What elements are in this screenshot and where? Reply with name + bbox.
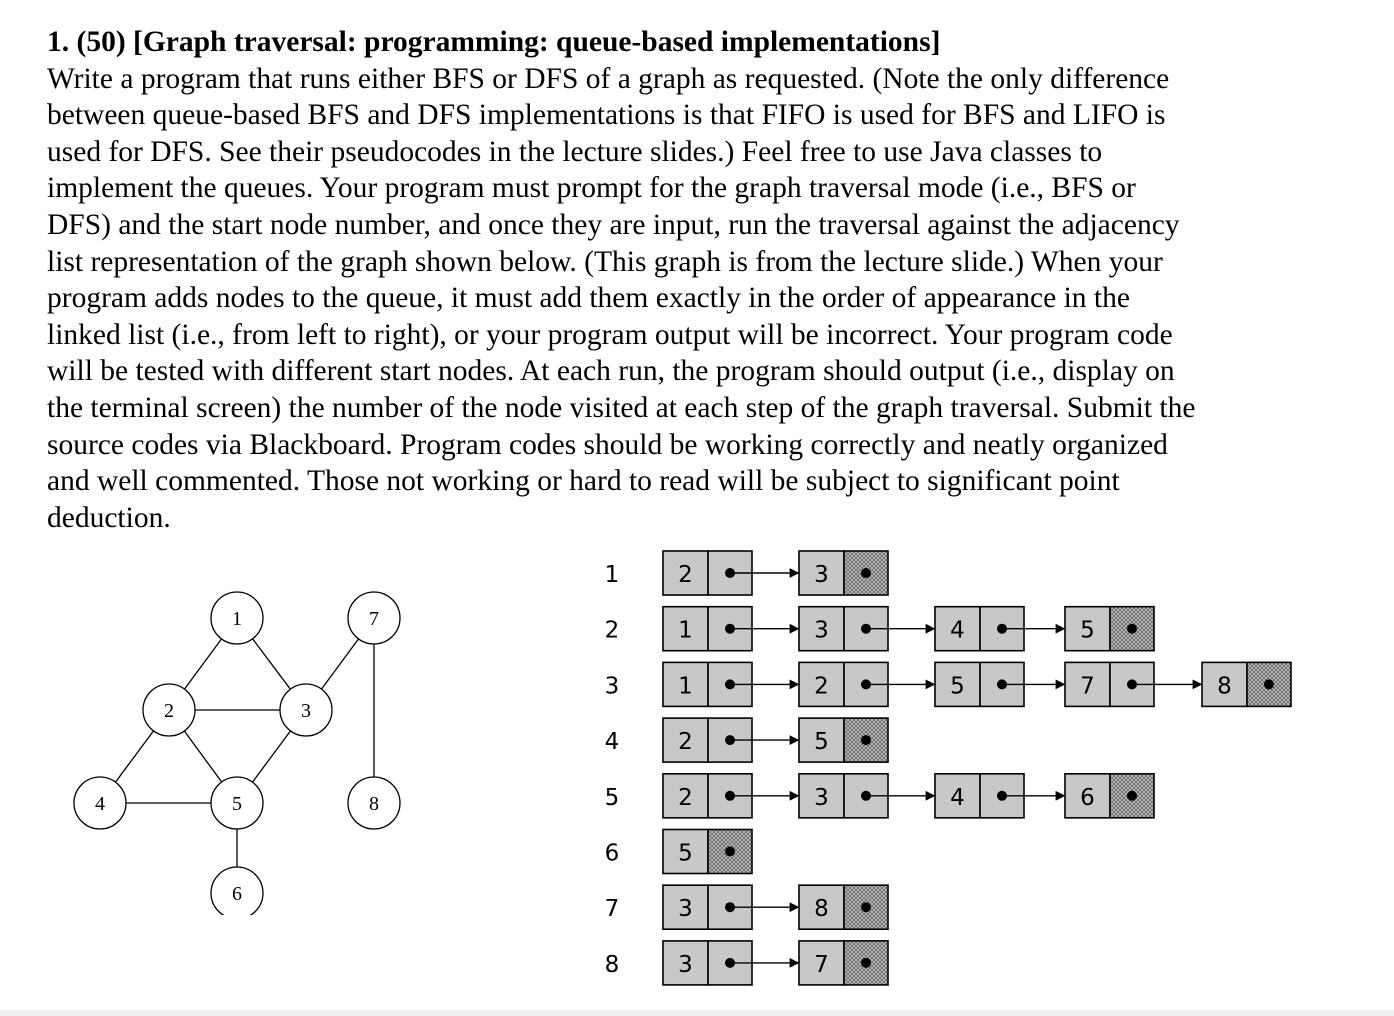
adjacency-list-node [663, 718, 798, 762]
graph-node-label: 4 [95, 793, 105, 815]
pointer-dot [861, 735, 871, 745]
neighbor-value: 8 [1217, 673, 1232, 700]
adjacency-row-header: 6 [604, 840, 620, 867]
adjacency-row-header: 8 [604, 951, 620, 978]
graph-edge-2-4 [115, 731, 153, 782]
graph-edge-1-3 [253, 639, 291, 689]
pointer-dot [1127, 624, 1137, 634]
graph-node-label: 8 [369, 793, 379, 815]
adjacency-list-node [663, 551, 798, 595]
adjacency-list-node [935, 607, 1064, 651]
graph-node-8 [348, 777, 400, 829]
graph-node-4 [74, 777, 126, 829]
problem-line: Write a program that runs either BFS or DFS of a graph as requested. (Note the only difference [47, 62, 1170, 95]
graph-node-1 [211, 592, 263, 644]
neighbor-value: 2 [814, 673, 829, 700]
problem-line: implement the queues. Your program must prompt for the graph traversal mode (i.e., BFS or [47, 172, 1136, 205]
neighbor-value: 3 [814, 617, 829, 644]
problem-title: 1. (50) [Graph traversal: programming: queue-based implementations] [47, 26, 941, 58]
neighbor-value: 5 [814, 729, 829, 756]
problem-line: and well commented. Those not working or hard to read will be subject to significant point [47, 465, 1120, 498]
adjacency-row-3 [605, 662, 1291, 706]
problem-line: DFS) and the start node number, and once they are input, run the traversal against the adjacency [47, 208, 1180, 241]
adjacency-list-node [663, 941, 798, 985]
pointer-dot [861, 958, 871, 968]
neighbor-value: 5 [678, 840, 693, 867]
adjacency-row-2 [605, 607, 1154, 651]
adjacency-row-header: 2 [604, 617, 620, 644]
problem-line: the terminal screen) the number of the node visited at each step of the graph traversal. Submit the [47, 391, 1196, 424]
graph-node-6 [211, 867, 263, 915]
adjacency-list-node [1202, 662, 1291, 706]
problem-line: program adds nodes to the queue, it must add them exactly in the order of appearance in the [47, 282, 1130, 315]
graph-node-label: 3 [301, 700, 311, 722]
pointer-dot [861, 902, 871, 912]
graph-node-label: 5 [232, 793, 242, 815]
neighbor-value: 5 [1080, 617, 1095, 644]
graph-node-2 [143, 684, 195, 736]
adjacency-list-node [799, 941, 888, 985]
neighbor-value: 3 [678, 896, 693, 923]
neighbor-value: 2 [678, 562, 693, 588]
pointer-dot [725, 847, 735, 857]
pointer-dot [1127, 791, 1137, 801]
adjacency-list-node [1065, 662, 1201, 706]
problem-line: linked list (i.e., from left to right), or your program output will be incorrect. Your program code [47, 318, 1173, 351]
adjacency-list-node [935, 774, 1064, 818]
neighbor-value: 7 [1080, 673, 1095, 700]
graph-node-label: 6 [232, 883, 242, 905]
neighbor-value: 1 [678, 617, 693, 644]
adjacency-row-6 [605, 830, 752, 874]
problem-line: used for DFS. See their pseudocodes in the lecture slides.) Feel free to use Java classes to [47, 135, 1103, 168]
graph-node-label: 1 [232, 608, 242, 630]
problem-line: source codes via Blackboard. Program codes should be working correctly and neatly organized [47, 428, 1168, 461]
graph-node-3 [280, 684, 332, 736]
neighbor-value: 3 [814, 562, 829, 588]
neighbor-value: 6 [1080, 784, 1095, 811]
neighbor-value: 4 [950, 617, 965, 644]
adjacency-list-node [799, 885, 888, 929]
neighbor-value: 2 [678, 784, 693, 811]
adjacency-list-node [663, 607, 798, 651]
problem-line: list representation of the graph shown below. (This graph is from the lecture slide.) When your [47, 245, 1163, 278]
neighbor-value: 8 [814, 896, 829, 923]
problem-line: between queue-based BFS and DFS implementations is that FIFO is used for BFS and LIFO is [47, 99, 1166, 132]
adjacency-row-header: 3 [604, 673, 620, 700]
adjacency-list-node [799, 607, 934, 651]
pointer-dot [1264, 679, 1274, 689]
adjacency-list-node [799, 662, 934, 706]
neighbor-value: 5 [950, 673, 965, 700]
adjacency-list-node [663, 885, 798, 929]
graph-node-5 [211, 777, 263, 829]
graph-edge-3-7 [321, 639, 358, 689]
graph-edge-1-2 [184, 639, 221, 689]
problem-text [47, 24, 1367, 536]
adjacency-list-node [935, 662, 1064, 706]
neighbor-value: 2 [678, 729, 693, 756]
adjacency-list-node [799, 774, 934, 818]
adjacency-row-header: 4 [604, 729, 620, 756]
adjacency-list-node [663, 662, 798, 706]
adjacency-row-header: 1 [604, 562, 620, 588]
problem-line: deduction. [47, 501, 171, 534]
page-bottom-edge [0, 1010, 1394, 1016]
adjacency-row-header: 7 [604, 896, 620, 923]
adjacency-list-node [663, 774, 798, 818]
adjacency-list-figure [590, 548, 1310, 998]
adjacency-row-8 [605, 941, 888, 985]
adjacency-row-header: 5 [604, 784, 620, 811]
problem-line: will be tested with different start nodes. At each run, the program should output (i.e., display on [47, 355, 1175, 388]
neighbor-value: 1 [678, 673, 693, 700]
adjacency-list-node [799, 551, 888, 595]
adjacency-list-node [799, 718, 888, 762]
graph-node-label: 2 [164, 700, 174, 722]
adjacency-row-7 [605, 885, 888, 929]
pointer-dot [861, 568, 871, 578]
adjacency-row-5 [605, 774, 1154, 818]
graph-node-7 [348, 592, 400, 644]
graph-figure [60, 585, 420, 915]
graph-edge-3-5 [252, 731, 290, 782]
problem-body [47, 61, 1367, 537]
graph-edge-2-5 [184, 731, 221, 782]
adjacency-list-node [1065, 607, 1154, 651]
neighbor-value: 3 [814, 784, 829, 811]
adjacency-row-4 [605, 718, 888, 762]
graph-node-label: 7 [369, 608, 379, 630]
neighbor-value: 4 [950, 784, 965, 811]
neighbor-value: 3 [678, 951, 693, 978]
adjacency-row-1 [605, 551, 888, 595]
adjacency-list-node [1065, 774, 1154, 818]
neighbor-value: 7 [814, 951, 829, 978]
adjacency-list-node [663, 830, 752, 874]
